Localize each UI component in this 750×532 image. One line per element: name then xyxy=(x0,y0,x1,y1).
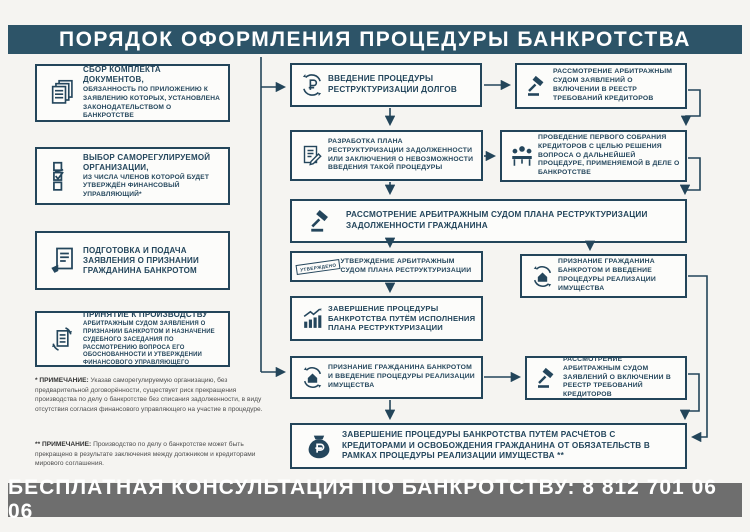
node-plan-approval xyxy=(290,251,483,282)
checklist-icon xyxy=(41,161,83,191)
node-first-creditors-meeting xyxy=(500,130,687,182)
chart-growth-icon xyxy=(296,306,328,331)
document-accepted-icon xyxy=(41,324,83,354)
node-text: ПРИЗНАНИЕ ГРАЖДАНИНА БАНКРОТОМ И ВВЕДЕНИЕ ПРОЦЕДУРЫ РЕАЛИЗАЦИИ ИМУЩЕСТВА xyxy=(558,258,656,292)
note-label: ПРИМЕЧАНИЕ: xyxy=(39,377,89,384)
application-hand-icon xyxy=(41,246,83,276)
node-text: РАССМОТРЕНИЕ АРБИТРАЖНЫМ СУДОМ ЗАЯВЛЕНИЙ О ВКЛЮЧЕНИИ В РЕЕСТР ТРЕБОВАНИЙ КРЕДИТОРОВ xyxy=(563,355,671,399)
step-title: ВЫБОР САМОРЕГУЛИРУЕМОЙ ОРГАНИЗАЦИИ, xyxy=(83,152,211,172)
approved-stamp-icon xyxy=(296,262,340,272)
node-property-sale-2 xyxy=(290,356,483,399)
node-property-sale-1 xyxy=(520,254,687,298)
documents-stack-icon xyxy=(41,79,83,107)
stamp-label: УТВЕРЖДЕНО xyxy=(296,258,341,274)
step-body: ОБЯЗАННОСТЬ ПО ПРИЛОЖЕНИЮ К ЗАЯВЛЕНИЮ КОТОРЫХ, УСТАНОВЛЕНА ЗАКОНОДАТЕЛЬСТВОМ О БАНКРОТСТВЕ xyxy=(83,86,221,120)
note-text: Указав саморегулируемую организацию, без предварительной договорённости, существует риск прекращения производства по делу о банкротстве без списания задолженности, в виду отсутствия согласия финансового управляющего на участие в процедуре. xyxy=(35,377,263,413)
step-title: ПОДГОТОВКА И ПОДАЧА ЗАЯВЛЕНИЯ О ПРИЗНАНИИ ГРАЖДАНИНА БАНКРОТОМ xyxy=(83,245,199,275)
step-choose-sro xyxy=(35,147,230,205)
note-text: Производство по делу о банкротстве может быть прекращено в результате заключения между должником и кредиторами мирового соглашения. xyxy=(35,441,256,468)
node-registry-claims-2 xyxy=(525,356,687,400)
node-text: ПРИЗНАНИЕ ГРАЖДАНИНА БАНКРОТОМ И ВВЕДЕНИЕ ПРОЦЕДУРЫ РЕАЛИЗАЦИИ ИМУЩЕСТВА xyxy=(328,364,475,389)
node-completion-plan xyxy=(290,296,483,341)
node-text: ПРОВЕДЕНИЕ ПЕРВОГО СОБРАНИЯ КРЕДИТОРОВ С ЦЕЛЬЮ РЕШЕНИЯ ВОПРОСА О ДАЛЬНЕЙШЕЙ ПРОЦЕДУРЕ, ПРИМЕНЯЕМОЙ В ДЕЛЕ О БАНКРОТСТВЕ xyxy=(538,133,680,177)
node-text: РАССМОТРЕНИЕ АРБИТРАЖНЫМ СУДОМ ЗАЯВЛЕНИЙ О ВКЛЮЧЕНИИ В РЕЕСТР ТРЕБОВАНИЙ КРЕДИТОРОВ xyxy=(553,68,673,102)
note-label: ПРИМЕЧАНИЕ: xyxy=(41,441,92,448)
gavel-icon xyxy=(521,74,553,98)
page-title: ПОРЯДОК ОФОРМЛЕНИЯ ПРОЦЕДУРЫ БАНКРОТСТВА xyxy=(8,25,742,54)
node-intro-restructuring xyxy=(290,63,482,107)
node-text: РАССМОТРЕНИЕ АРБИТРАЖНЫМ СУДОМ ПЛАНА РЕСТРУКТУРИЗАЦИИ ЗАДОЛЖЕННОСТИ ГРАЖДАНИНА xyxy=(346,210,648,230)
node-text: РАЗРАБОТКА ПЛАНА РЕСТРУКТУРИЗАЦИИ ЗАДОЛЖЕННОСТИ ИЛИ ЗАКЛЮЧЕНИЯ О НЕВОЗМОЖНОСТИ ВВЕДЕНИЯ ТАКОЙ ПРОЦЕДУРЫ xyxy=(328,137,474,172)
node-text: ВВЕДЕНИЕ ПРОЦЕДУРЫ РЕСТРУКТУРИЗАЦИИ ДОЛГОВ xyxy=(328,74,457,94)
node-text: ЗАВЕРШЕНИЕ ПРОЦЕДУРЫ БАНКРОТСТВА ПУТЁМ РАСЧЁТОВ С КРЕДИТОРАМИ И ОСВОБОЖДЕНИЯ ГРАЖДАНИНА ОТ ОБЯЗАТЕЛЬСТВ В РАМКАХ ПРОЦЕДУРЫ РЕАЛИЗАЦИИ ИМУЩЕСТВА ** xyxy=(342,430,650,461)
document-edit-icon xyxy=(296,144,328,168)
house-refresh-icon xyxy=(526,264,558,289)
step-body: ИЗ ЧИСЛА ЧЛЕНОВ КОТОРОЙ БУДЕТ УТВЕРЖДЁН ФИНАНСОВЫЙ УПРАВЛЯЮЩИЙ* xyxy=(83,173,210,198)
gavel-icon xyxy=(531,366,563,390)
step-title: СБОР КОМПЛЕКТА ДОКУМЕНТОВ, xyxy=(83,65,161,85)
step-body: АРБИТРАЖНЫМ СУДОМ ЗАЯВЛЕНИЯ О ПРИЗНАНИИ БАНКРОТОМ И НАЗНАЧЕНИЕ СУДЕБНОГО ЗАСЕДАНИЯ ПО РАССМОТРЕНИЮ ВОПРОСА ЕГО ОБОСНОВАННОСТИ И УТВЕРЖДЕНИИ ФИНАНСОВОГО УПРАВЛЯЮЩЕГО xyxy=(83,321,215,367)
note-1 xyxy=(35,376,277,414)
note-2 xyxy=(35,440,277,469)
note-marker: * xyxy=(35,377,38,384)
footer-consultation-phone: БЕСПЛАТНАЯ КОНСУЛЬТАЦИЯ ПО БАНКРОТСТВУ: 8 812 701 06 06 xyxy=(8,483,742,517)
house-refresh-icon xyxy=(296,365,328,390)
step-file-application xyxy=(35,231,230,290)
node-registry-claims-1 xyxy=(515,63,687,109)
step-collect-documents xyxy=(35,64,230,122)
money-purse-icon xyxy=(296,430,342,462)
ruble-refresh-icon xyxy=(296,72,328,98)
creditors-meeting-icon xyxy=(506,143,538,169)
node-text: ЗАВЕРШЕНИЕ ПРОЦЕДУРЫ БАНКРОТСТВА ПУТЁМ ИСПОЛНЕНИЯ ПЛАНА РЕСТРУКТУРИЗАЦИИ xyxy=(328,303,476,333)
node-plan-development xyxy=(290,130,483,181)
node-court-plan-review xyxy=(290,199,687,243)
step-title: ПРИНЯТИЕ К ПРОИЗВОДСТВУ xyxy=(83,310,208,320)
note-marker: ** xyxy=(35,441,41,448)
node-text: УТВЕРЖДЕНИЕ АРБИТРАЖНЫМ СУДОМ ПЛАНА РЕСТРУКТУРИЗАЦИИ xyxy=(340,257,472,274)
gavel-icon xyxy=(296,208,346,234)
step-acceptance xyxy=(35,311,230,367)
node-completion-settlement xyxy=(290,423,687,469)
